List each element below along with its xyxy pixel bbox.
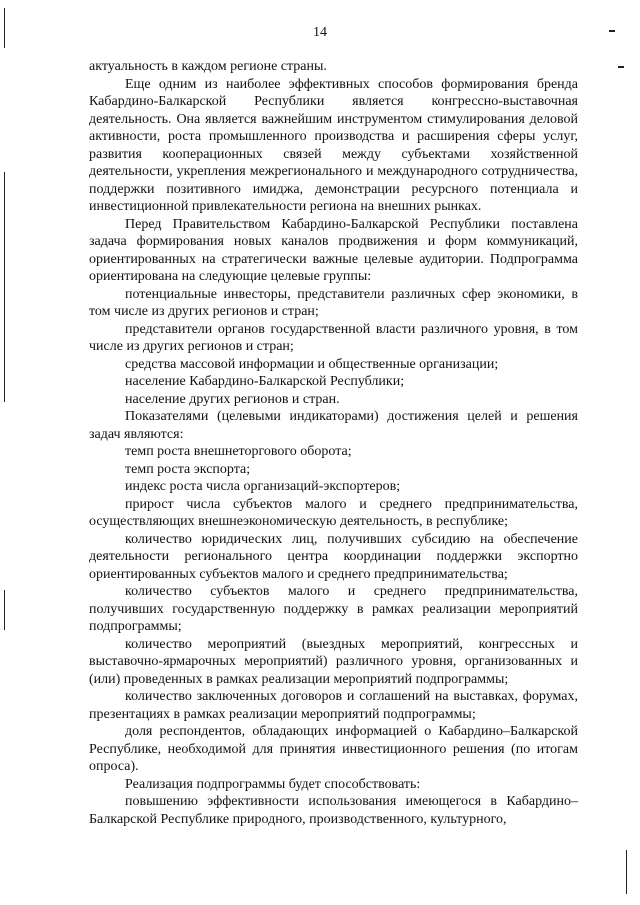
scan-mark: [4, 172, 5, 402]
list-item: темп роста экспорта;: [125, 461, 251, 477]
list-item: представители органов государственной власти различного уровня, в том числе из других регионов и стран;: [89, 321, 578, 354]
list-item: доля респондентов, обладающих информацией о Кабардино–Балкарской Республике, необходимой для принятия инвестиционного решения (по итогам опроса).: [89, 724, 578, 774]
scan-mark: [626, 850, 627, 894]
list-item: средства массовой информации и общественные организации;: [125, 356, 499, 372]
paragraph: актуальность в каждом регионе страны.: [89, 59, 327, 74]
list-item: количество заключенных договоров и соглашений на выставках, форумах, презентациях в рамках реализации мероприятий подпрограммы;: [89, 689, 578, 722]
list-item: количество субъектов малого и среднего предпринимательства, получивших государственную поддержку в рамках реализации мероприятий подпрограммы;: [89, 584, 578, 634]
paragraph: Показателями (целевыми индикаторами) достижения целей и решения задач являются:: [89, 409, 578, 442]
scan-mark: [4, 590, 5, 630]
list-item: население других регионов и стран.: [125, 391, 340, 407]
list-item: прирост числа субъектов малого и среднего предпринимательства, осуществляющих внешнеэкономическую деятельность, в республике;: [89, 496, 578, 529]
list-item: индекс роста числа организаций-экспортеров;: [125, 479, 401, 494]
paragraph: Реализация подпрограммы будет способствовать:: [125, 776, 421, 792]
paragraph: Еще одним из наиболее эффективных способов формирования бренда Кабардино-Балкарской Республики является конгрессно-выставочная деятельность. Она является важнейшим инструментом стимулирования деловой активности, роста промышленного производства и расширения сферы услуг, развития кооперационных связей между субъектами хозяйственной деятельности, укрепления межрегионального и международного сотрудничества, поддержки позитивного имиджа, демонстрации ресурсного потенциала и инвестиционной привлекательности региона на внешних рынках.: [89, 76, 578, 214]
list-item: количество мероприятий (выездных мероприятий, конгрессных и выставочно-ярмарочных мероприятий) различного уровня, организованных и (или) проведенных в рамках реализации мероприятий подпрограммы;: [89, 636, 578, 687]
list-item: население Кабардино-Балкарской Республики;: [125, 374, 405, 389]
scan-mark: [4, 8, 5, 48]
list-item: повышению эффективности использования имеющегося в Кабардино–Балкарской Республике природного, производственного, культурного,: [89, 794, 578, 827]
list-item: количество юридических лиц, получивших субсидию на обеспечение деятельности регионального центра координации поддержки экспортно ориентированных субъектов малого и среднего предпринимательства;: [89, 531, 578, 582]
list-item: потенциальные инвесторы, представители различных сфер экономики, в том числе из других регионов и стран;: [89, 286, 578, 319]
page-number: 14: [313, 25, 327, 40]
list-item: темп роста внешнеторгового оборота;: [125, 444, 352, 459]
scan-mark: [609, 30, 615, 32]
paragraph: Перед Правительством Кабардино-Балкарской Республики поставлена задача формирования новых каналов продвижения и форм коммуникаций, ориентированных на стратегически важные целевые аудитории. Подпрограмма ориентирована на следующие целевые группы:: [89, 216, 578, 284]
document-body: [89, 58, 578, 828]
scan-mark: [618, 66, 624, 68]
